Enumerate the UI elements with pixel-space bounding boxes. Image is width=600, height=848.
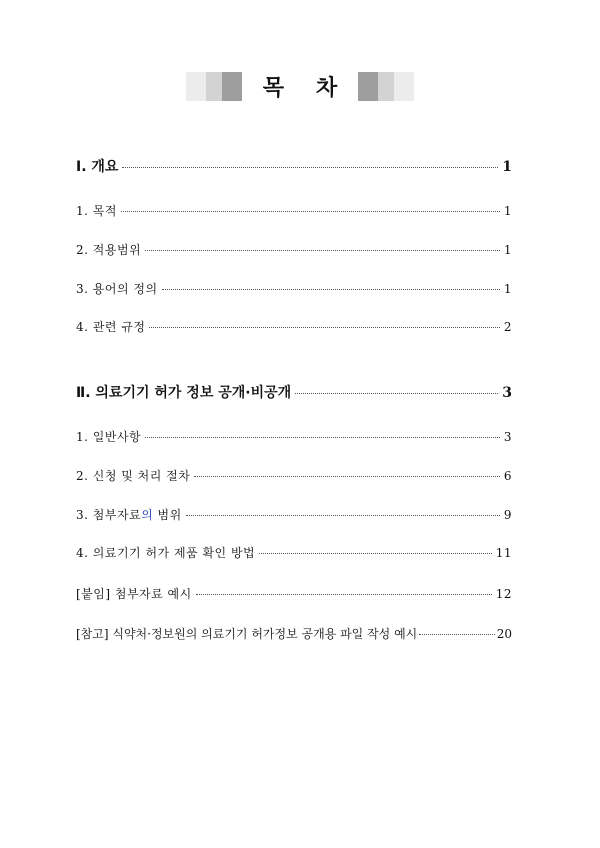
toc-page: 1: [503, 243, 512, 257]
toc-appendix-2[interactable]: [76, 625, 512, 642]
toc-label: 2. 적용범위: [76, 243, 142, 257]
toc-section-1[interactable]: [76, 156, 512, 176]
toc-item-2-4[interactable]: [76, 544, 512, 561]
toc-label: 3. 용어의 정의: [76, 282, 158, 296]
toc-page: 9: [503, 508, 512, 522]
toc-item-1-2[interactable]: [76, 241, 512, 258]
toc-item-2-2[interactable]: [76, 467, 512, 484]
toc-page: 12: [495, 587, 512, 601]
toc-page: 3: [502, 385, 512, 401]
toc-leader: [121, 211, 500, 212]
toc-appendix-1[interactable]: [76, 585, 512, 602]
toc-label: [76, 506, 182, 523]
toc-label: 2. 신청 및 처리 절차: [76, 469, 191, 483]
toc-page: 11: [495, 546, 512, 560]
toc-label-part: 범위: [153, 508, 182, 522]
toc-leader: [295, 393, 498, 394]
toc-page: 1: [503, 282, 512, 296]
toc-leader: [162, 289, 500, 290]
toc-page: 1: [502, 159, 512, 175]
toc-page: 20: [496, 627, 512, 641]
title-char-right: 차: [316, 76, 338, 101]
toc-item-1-4[interactable]: [76, 318, 512, 335]
toc-label: [붙임] 첨부자료 예시: [76, 587, 192, 601]
toc-label: 1. 목적: [76, 204, 117, 218]
toc-label: Ⅰ. 개요: [76, 159, 119, 175]
toc-item-1-3[interactable]: [76, 280, 512, 297]
toc-leader: [259, 553, 492, 554]
toc-label: [참고] 식약처·정보원의 의료기기 허가정보 공개용 파일 작성 예시: [76, 627, 418, 641]
toc-item-1-1[interactable]: [76, 202, 512, 219]
toc-label-highlight: 의: [141, 508, 154, 522]
toc-label: Ⅱ. 의료기기 허가 정보 공개·비공개: [76, 385, 292, 401]
toc-leader: [196, 594, 492, 595]
toc-page: 6: [503, 469, 512, 483]
toc-section-2[interactable]: [76, 382, 512, 402]
toc-item-2-1[interactable]: [76, 428, 512, 445]
toc-leader: [145, 437, 500, 438]
toc-label-part: 3. 첨부자료: [76, 508, 142, 522]
toc-label: 4. 의료기기 허가 제품 확인 방법: [76, 546, 256, 560]
toc-label: 1. 일반사항: [76, 430, 142, 444]
title-char-left: 목: [262, 76, 284, 101]
toc-page: 3: [503, 430, 512, 444]
toc-label: 4. 관련 규정: [76, 320, 146, 334]
toc-leader: [186, 515, 500, 516]
toc-leader: [419, 634, 494, 635]
toc-page: 1: [503, 204, 512, 218]
toc-leader: [149, 327, 499, 328]
toc-leader: [122, 167, 498, 168]
toc-page: 2: [503, 320, 512, 334]
toc-leader: [194, 476, 500, 477]
toc-leader: [145, 250, 500, 251]
toc-item-2-3[interactable]: [76, 506, 512, 523]
